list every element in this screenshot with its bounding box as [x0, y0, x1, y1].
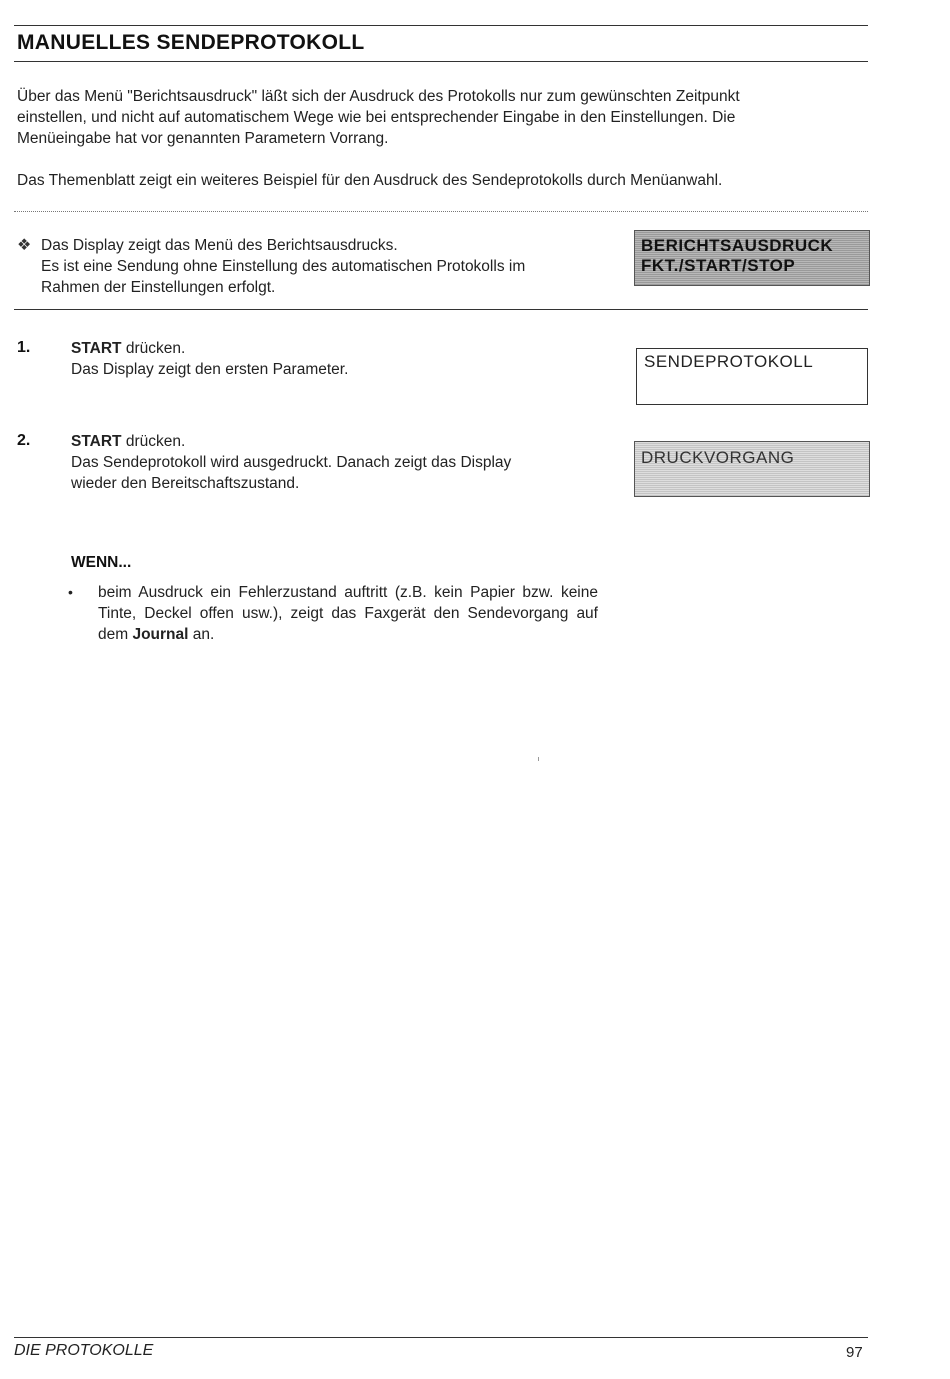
header-rule-top: [14, 25, 868, 26]
note-line-2: Es ist eine Sendung ohne Einstellung des automatischen Protokolls im: [41, 258, 526, 275]
page-number: 97: [846, 1344, 863, 1361]
step-2-instruction: [71, 431, 611, 452]
start-key-label: START: [71, 340, 122, 357]
step-2-detail-line-1: Das Sendeprotokoll wird ausgedruckt. Danach zeigt das Display: [71, 454, 512, 471]
note-text: [41, 235, 525, 298]
wenn-bullet-text: [98, 582, 598, 645]
step-1-text: [71, 338, 611, 380]
display-druckvorgang: DRUCKVORGANG: [634, 441, 870, 497]
step-1-instruction: [71, 338, 611, 359]
display-sendeprotokoll: SENDEPROTOKOLL: [636, 348, 868, 405]
footer-section-title: DIE PROTOKOLLE: [14, 1342, 154, 1359]
intro-line-4: Das Themenblatt zeigt ein weiteres Beispiel für den Ausdruck des Sendeprotokolls durch Menüanwahl.: [17, 172, 723, 189]
display-menu-line-1: BERICHTSAUSDRUCK: [641, 236, 834, 255]
wenn-text-before: beim Ausdruck ein Fehlerzustand auftritt (z.B. kein Papier bzw. keine Tinte, Deckel offen usw.), zeigt das Faxgerät den Sendevorgang auf dem: [98, 584, 598, 643]
note-rule-bottom: [14, 309, 868, 310]
note-line-1: Das Display zeigt das Menü des Berichtsausdrucks.: [41, 237, 398, 254]
print-speck: [538, 757, 539, 761]
intro-paragraph: [17, 86, 877, 149]
wenn-heading: WENN...: [71, 554, 132, 571]
step-1-detail: Das Display zeigt den ersten Parameter.: [71, 361, 349, 378]
step-2-detail-line-2: wieder den Bereitschaftszustand.: [71, 475, 300, 492]
step-2-action: drücken.: [121, 433, 186, 450]
note-line-3: Rahmen der Einstellungen erfolgt.: [41, 279, 276, 296]
step-1-action: drücken.: [121, 340, 186, 357]
intro-line-3: Menüeingabe hat vor genannten Parametern Vorrang.: [17, 130, 389, 147]
bullet-icon: •: [68, 584, 73, 600]
footer-rule: [14, 1337, 868, 1338]
intro-line-2: einstellen, und nicht auf automatischem Wege wie bei entsprechender Eingabe in den Einstellungen. Die: [17, 109, 736, 126]
start-key-label: START: [71, 433, 122, 450]
display-menu-berichtsausdruck: [634, 230, 870, 286]
journal-term: Journal: [132, 626, 189, 643]
four-diamond-icon: ❖: [17, 237, 32, 254]
wenn-text-after: an.: [188, 626, 215, 643]
page-title: MANUELLES SENDEPROTOKOLL: [17, 31, 365, 54]
display-menu-line-2: FKT./START/STOP: [641, 256, 796, 275]
step-1-number: 1.: [17, 339, 31, 356]
step-2-number: 2.: [17, 432, 31, 449]
step-2-text: [71, 431, 611, 494]
intro-line-1: Über das Menü "Berichtsausdruck" läßt sich der Ausdruck des Protokolls nur zum gewünschten Zeitpunkt: [17, 88, 740, 105]
note-rule-top: [14, 211, 868, 212]
header-rule-bottom: [14, 61, 868, 62]
